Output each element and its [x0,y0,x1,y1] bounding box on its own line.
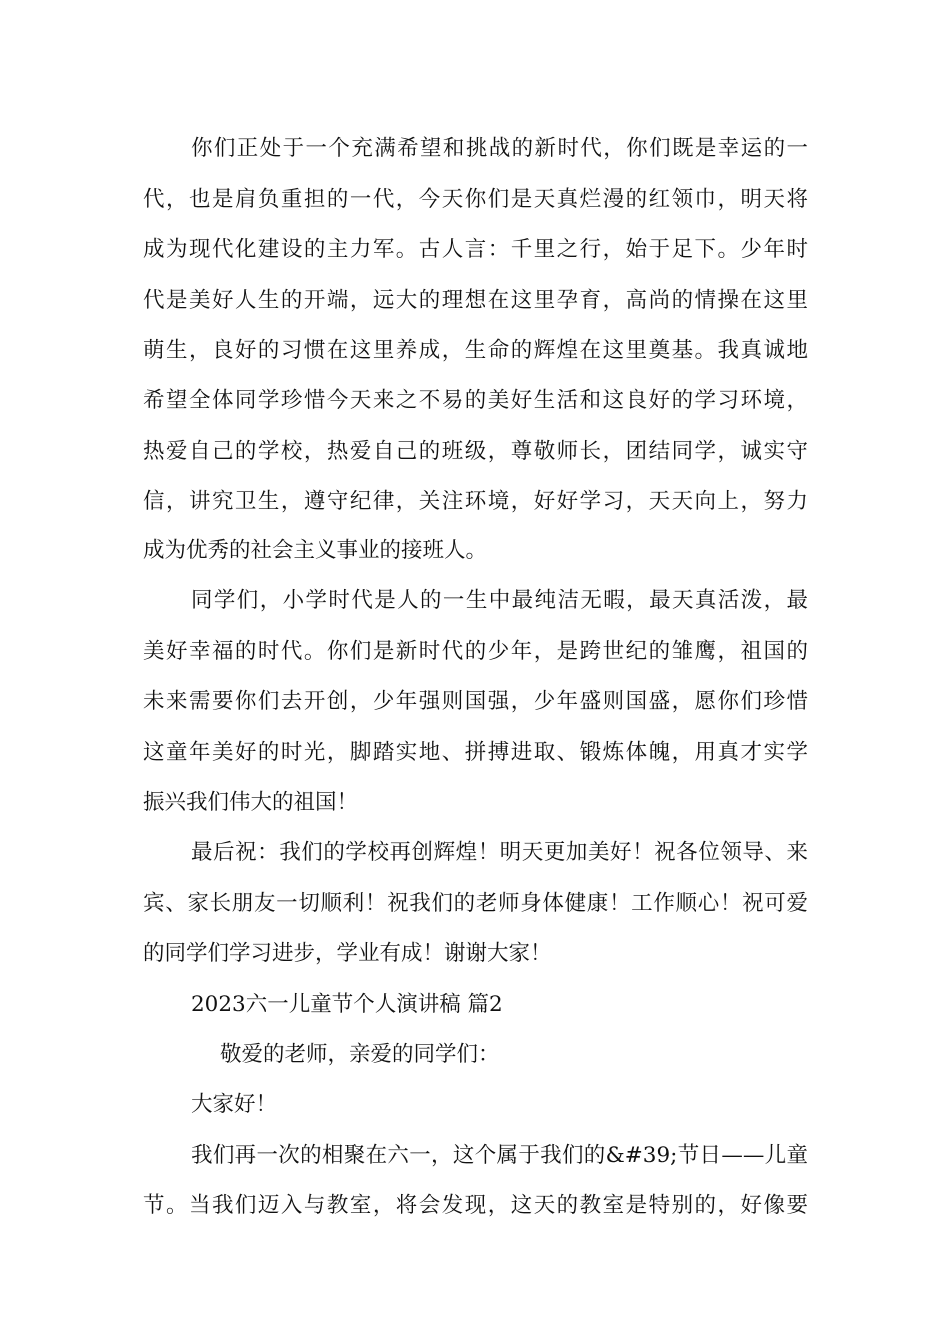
paragraph-line: 节。当我们迈入与教室，将会发现，这天的教室是特别的，好像要 [143,1193,808,1218]
paragraph-line: 振兴我们伟大的祖国！ [143,790,359,815]
paragraph-line: 代是美好人生的开端，远大的理想在这里孕育，高尚的情操在这里 [143,288,808,313]
paragraph-line: 最后祝：我们的学校再创辉煌！明天更加美好！祝各位领导、来 [191,840,808,865]
paragraph-line: 未来需要你们去开创，少年强则国强，少年盛则国盛，愿你们珍惜 [143,689,808,714]
section-heading: 2023六一儿童节个人演讲稿 篇2 [191,992,503,1017]
salutation: 敬爱的老师，亲爱的同学们： [220,1042,500,1067]
greeting: 大家好！ [191,1092,278,1117]
paragraph-line: 我们再一次的相聚在六一，这个属于我们的&#39;节日——儿童 [191,1143,808,1168]
paragraph-line: 萌生，良好的习惯在这里养成，生命的辉煌在这里奠基。我真诚地 [143,338,808,363]
paragraph-line: 美好幸福的时代。你们是新时代的少年，是跨世纪的雏鹰，祖国的 [143,639,808,664]
paragraph-line: 成为现代化建设的主力军。古人言：千里之行，始于足下。少年时 [143,237,808,262]
paragraph-line: 你们正处于一个充满希望和挑战的新时代，你们既是幸运的一 [191,136,808,161]
paragraph-line: 热爱自己的学校，热爱自己的班级，尊敬师长，团结同学，诚实守 [143,439,808,464]
paragraph-line: 成为优秀的社会主义事业的接班人。 [143,538,488,563]
paragraph-line: 这童年美好的时光，脚踏实地、拼搏进取、锻炼体魄，用真才实学 [143,740,808,765]
paragraph-line: 信，讲究卫生，遵守纪律，关注环境，好好学习，天天向上，努力 [143,489,808,514]
paragraph-line: 希望全体同学珍惜今天来之不易的美好生活和这良好的学习环境， [143,388,808,413]
paragraph-line: 宾、家长朋友一切顺利！祝我们的老师身体健康！工作顺心！祝可爱 [143,891,808,916]
paragraph-line: 同学们，小学时代是人的一生中最纯洁无暇，最天真活泼，最 [191,588,808,613]
paragraph-line: 的同学们学习进步，学业有成！谢谢大家！ [143,941,552,966]
paragraph-line: 代，也是肩负重担的一代，今天你们是天真烂漫的红领巾，明天将 [143,187,808,212]
